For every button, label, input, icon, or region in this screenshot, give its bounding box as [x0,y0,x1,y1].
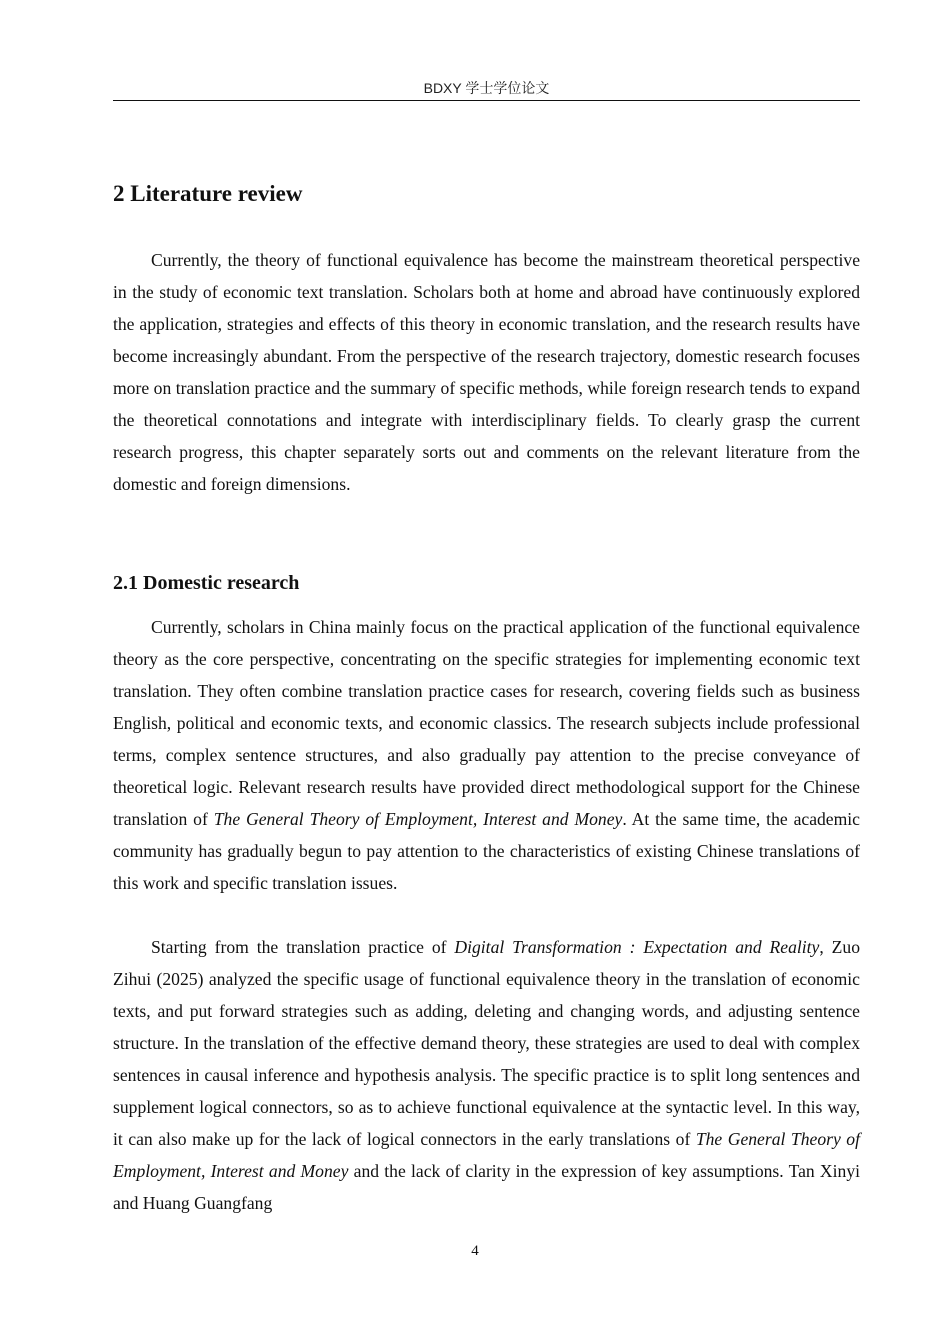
chapter-title: 2 Literature review [113,181,303,206]
header-divider [113,100,860,101]
paragraph-text: Starting from the translation practice of [151,937,455,957]
domestic-paragraph-1 [113,611,860,899]
paragraph-text: Currently, scholars in China mainly focus on the practical application of the functional equivalence theory as the core perspective, concentrating on the specific strategies for implementing economic text translation. They often combine translation practice cases for research, covering fields such as business English, political and economic texts, and economic classics. The research subjects include professional terms, complex sentence structures, and also gradually pay attention to the precise conveyance of theoretical logic. Relevant research results have provided direct methodological support for the Chinese translation of [113,617,860,829]
page-number: 4 [471,1243,479,1259]
section-title: 2.1 Domestic research [113,572,300,594]
book-title: The General Theory of Employment, Interest and Money [213,809,623,829]
book-title: The General Theory of Employment, Interest and Money [113,1129,860,1181]
paragraph-text: and the lack of clarity in the expression of key assumptions. Tan Xinyi and Huang Guangfang [113,1161,861,1213]
running-header: BDXY 学士学位论文 [423,80,550,96]
intro-paragraph: Currently, the theory of functional equivalence has become the mainstream theoretical perspective in the study of economic text translation. Scholars both at home and abroad have continuously explored the application, strategies and effects of this theory in economic translation, and the research results have become increasingly abundant. From the perspective of the research trajectory, domestic research focuses more on translation practice and the summary of specific methods, while foreign research tends to expand the theoretical connotations and integrate with interdisciplinary fields. To clearly grasp the current research progress, this chapter separately sorts out and comments on the relevant literature from the domestic and foreign dimensions. [113,250,860,494]
book-title: Digital Transformation : Expectation and Reality [454,937,820,957]
paragraph-text: , Zuo Zihui (2025) analyzed the specific usage of functional equivalence theory in the translation of economic texts, and put forward strategies such as adding, deleting and changing words, and adjusting sentence structure. In the translation of the effective demand theory, these strategies are used to deal with complex sentences in causal inference and hypothesis analysis. The specific practice is to split long sentences and supplement logical connectors, so as to achieve functional equivalence at the syntactic level. In this way, it can also make up for the lack of logical connectors in the early translations of [113,937,861,1149]
paragraph-text: . At the same time, the academic community has gradually begun to pay attention to the characteristics of existing Chinese translations of this work and specific translation issues. [113,809,860,893]
domestic-paragraph-2 [113,931,860,1219]
